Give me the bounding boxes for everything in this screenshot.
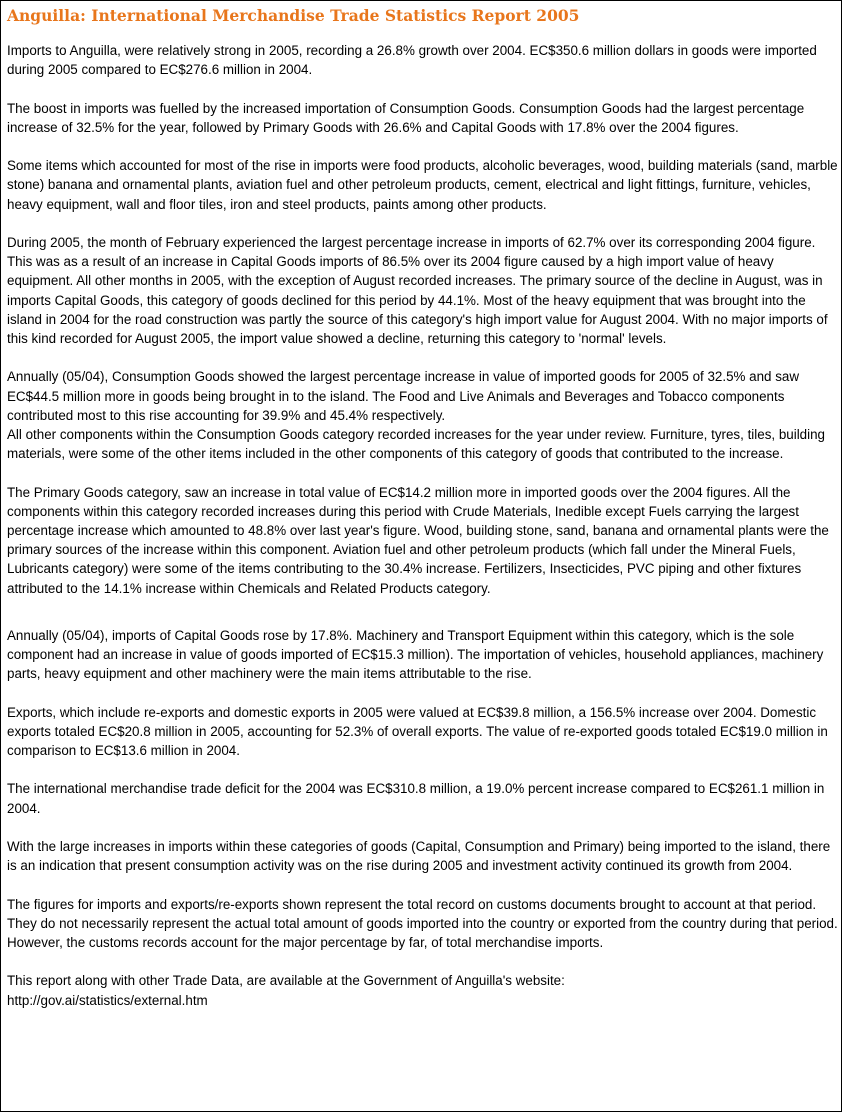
paragraph-trade-deficit: The international merchandise trade deficit for the 2004 was EC$310.8 million, a 19.0% percent increase compared to EC$261.1 million in 2004. [7,781,825,816]
report-body [7,41,839,1010]
paragraph-primary-goods: The Primary Goods category, saw an increase in total value of EC$14.2 million more in imported goods over the 2004 figures. All the components within this category recorded increases during this period with Crude Materials, Inedible except Fuels carrying the largest percentage increase which amounted to 48.8% over last year's figure. Wood, building stone, sand, banana and ornamental plants were the primary sources of the increase within this component. Aviation fuel and other petroleum products (which fall under the Mineral Fuels, Lubricants category) were some of the items contributing to the 30.4% increase. Fertilizers, Insecticides, PVC piping and other fixtures attributed to the 14.1% increase within Chemicals and Related Products category. [7,484,829,596]
paragraph-monthly-trend: During 2005, the month of February experienced the largest percentage increase in imports of 62.7% over its corresponding 2004 figure. This was as a result of an increase in Capital Goods imports of 86.5% over its 2004 figure caused by a high import value of heavy equipment. All other months in 2005, with the exception of August recorded increases. The primary source of the decline in August, was in imports Capital Goods, this category of goods declined for this period by 44.1%. Most of the heavy equipment that was brought into the island in 2004 for the road construction was partly the source of this category's high import value for August 2004. With no major imports of this kind recorded for August 2005, the import value showed a decline, returning this category to 'normal' levels. [7,234,828,346]
paragraph-rising-items: Some items which accounted for most of the rise in imports were food products, alcoholic beverages, wood, building materials (sand, marble stone) banana and ornamental plants, aviation fuel and other petroleum products, cement, electrical and light fittings, furniture, vehicles, heavy equipment, wall and floor tiles, iron and steel products, paints among other products. [7,158,838,212]
paragraph-data-note: The figures for imports and exports/re-exports shown represent the total record on customs documents brought to account at that period. They do not necessarily represent the actual total amount of goods imported into the country or exported from the country during that period. However, the customs records account for the major percentage by far, of total merchandise imports. [7,896,838,950]
paragraph-consumption-components: All other components within the Consumption Goods category recorded increases for the year under review. Furniture, tyres, tiles, building materials, were some of the other items included in the other components of this category of goods that contributed to the increase. [7,427,825,462]
availability-text: This report along with other Trade Data, are available at the Government of Anguilla's website: [7,973,565,989]
paragraph-capital-goods: Annually (05/04), imports of Capital Goods rose by 17.8%. Machinery and Transport Equipment within this category, which is the sole component had an increase in value of goods imported of EC$15.3 million). The importation of vehicles, household appliances, machinery parts, heavy equipment and other machinery were the main items attributable to the rise. [7,627,824,682]
paragraph-imports-overview: Imports to Anguilla, were relatively strong in 2005, recording a 26.8% growth over 2004. EC$350.6 million dollars in goods were imported during 2005 compared to EC$276.6 million in 2004. [7,43,817,78]
paragraph-consumption-outlook: With the large increases in imports within these categories of goods (Capital, Consumption and Primary) being imported to the island, there is an indication that present consumption activity was on the rise during 2005 and investment activity continued its growth from 2004. [7,839,831,874]
paragraph-availability [7,971,839,1009]
paragraph-consumption-goods: Annually (05/04), Consumption Goods showed the largest percentage increase in value of imported goods for 2005 of 32.5% and saw EC$44.5 million more in goods being brought in to the island. The Food and Live Animals and Beverages and Tobacco components contributed most to this rise accounting for 39.9% and 45.4% respectively. [7,369,800,423]
paragraph-exports: Exports, which include re-exports and domestic exports in 2005 were valued at EC$39.8 million, a 156.5% increase over 2004. Domestic exports totaled EC$20.8 million in 2005, accounting for 52.3% of overall exports. The value of re-exported goods totaled EC$19.0 million in comparison to EC$13.6 million in 2004. [7,704,828,759]
paragraph-import-boost: The boost in imports was fuelled by the increased importation of Consumption Goods. Consumption Goods had the largest percentage increase of 32.5% for the year, followed by Primary Goods with 26.6% and Capital Goods with 17.8% over the 2004 figures. [7,100,805,135]
website-link[interactable]: http://gov.ai/statistics/external.htm [7,992,208,1008]
report-title: Anguilla: International Merchandise Trade Statistics Report 2005 [7,6,580,25]
